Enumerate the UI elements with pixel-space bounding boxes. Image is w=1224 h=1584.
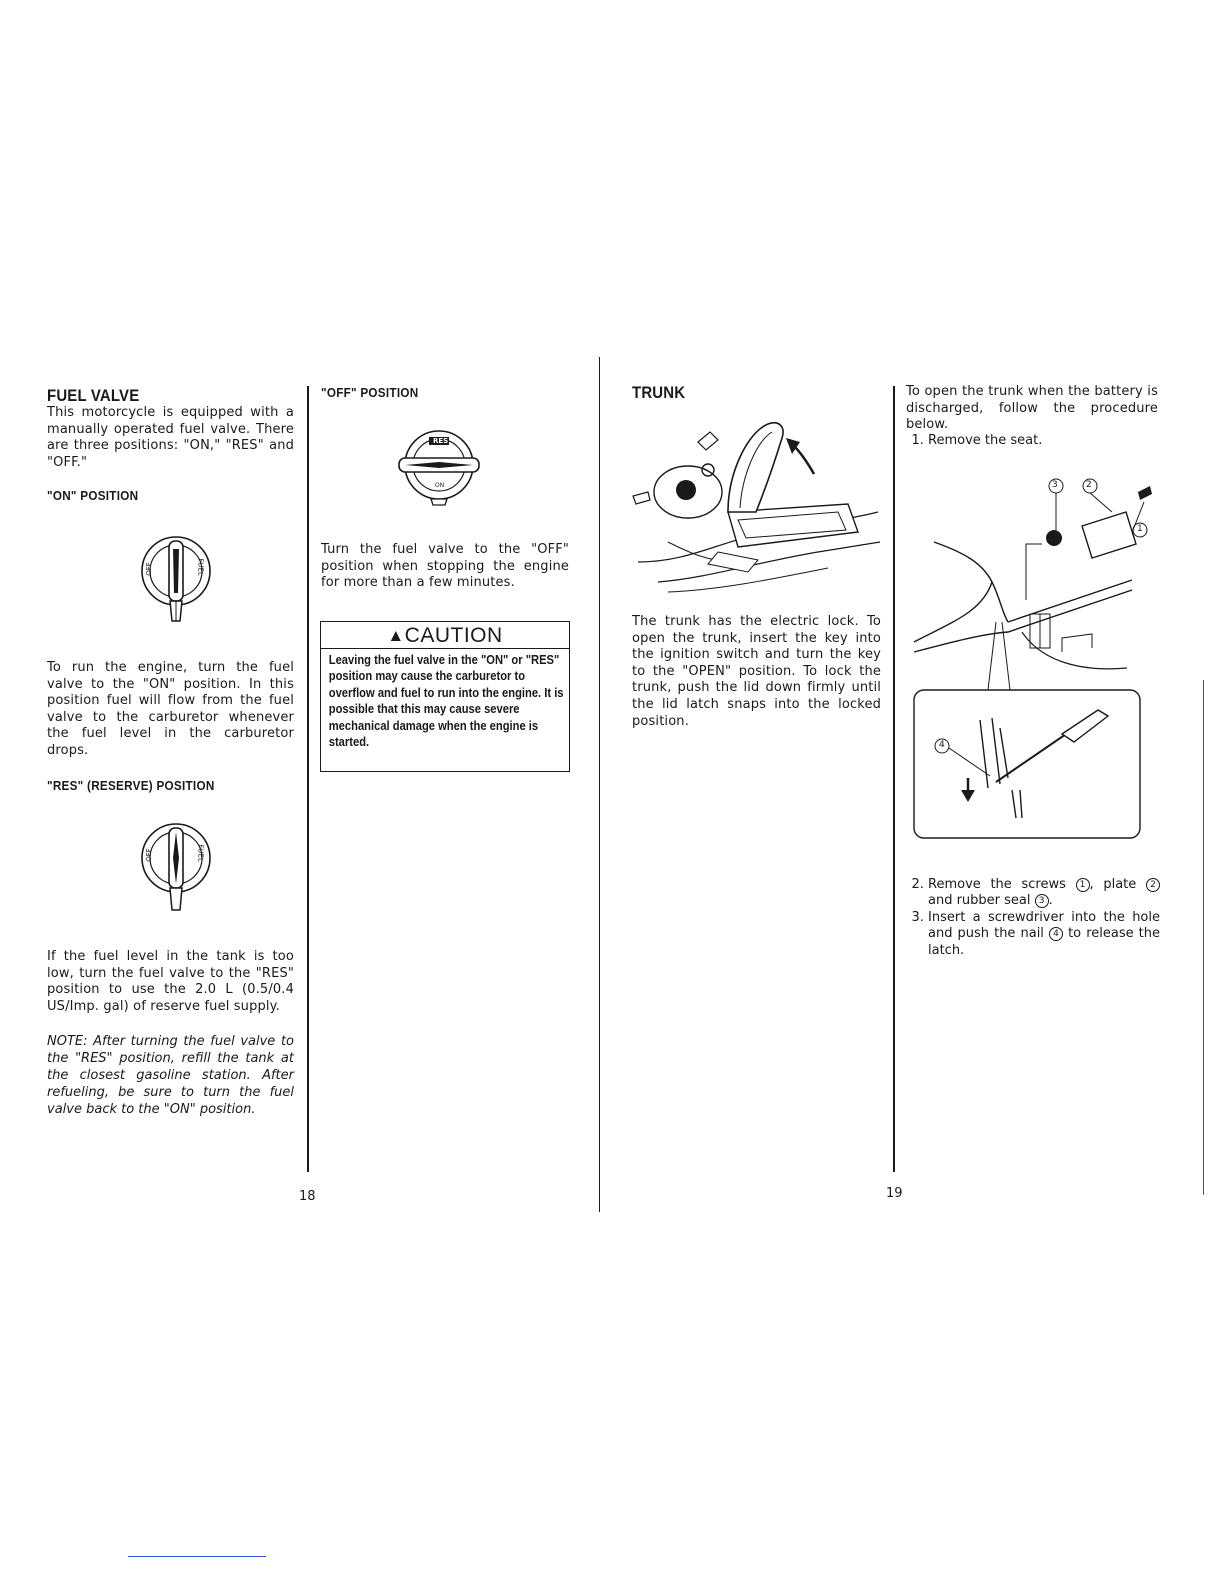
- circled-number-2: 2: [1146, 878, 1160, 892]
- steps-list-1: [906, 433, 1160, 449]
- step-2: 2. Remove the screws 1 , plate 2 and rubber seal 3 .: [928, 877, 1160, 910]
- callout-2-label: 2: [1086, 480, 1092, 490]
- on-position-heading: "ON" POSITION: [47, 488, 139, 503]
- bottom-blue-rule: [128, 1556, 266, 1557]
- page-spine-divider: [599, 357, 600, 1212]
- res-note: NOTE: After turning the fuel valve to the "RES" position, refill the tank at the closest gasoline station. After refueling, be sure to turn the fuel valve back to the "ON" position.: [47, 1034, 294, 1117]
- right-column-divider: [893, 386, 895, 1172]
- step-1: 1. Remove the seat.: [928, 433, 1160, 449]
- callout-4-label: 4: [939, 740, 945, 750]
- fuel-valve-on-illustration: [140, 535, 212, 627]
- circled-number-3: 3: [1035, 894, 1049, 908]
- battery-discharged-intro: To open the trunk when the battery is discharged, follow the procedure below.: [906, 384, 1158, 433]
- scan-edge-line: [1203, 680, 1204, 1195]
- caution-box: [320, 621, 570, 772]
- valve-res-off-label: OFF: [144, 848, 153, 862]
- res-position-text: If the fuel level in the tank is too low, turn the fuel valve to the "RES" position to use the 2.0 L (0.5/0.4 US/Imp. gal) of reserve fuel supply.: [47, 949, 294, 1014]
- valve-on-fuel-label: FUEL: [196, 558, 205, 576]
- valve-off-on-label: ON: [435, 482, 445, 489]
- trunk-latch-illustration: [912, 472, 1160, 842]
- circled-number-4: 4: [1049, 927, 1063, 941]
- steps-list-2: [906, 877, 1160, 959]
- trunk-heading: TRUNK: [632, 383, 686, 402]
- callout-1-label: 1: [1137, 524, 1143, 534]
- caution-text: Leaving the fuel valve in the "ON" or "RES" position may cause the carburetor to overflow and fuel to run into the engine. It is possible that this may cause severe mechanical damage when the engine is started.: [328, 652, 564, 750]
- fuel-valve-heading: FUEL VALVE: [47, 386, 140, 405]
- off-position-heading: "OFF" POSITION: [321, 385, 419, 400]
- trunk-text: The trunk has the electric lock. To open the trunk, insert the key into the ignition switch and turn the key to the "OPEN" position. To lock the trunk, push the lid down firmly until the lid latch snaps into the locked position.: [632, 614, 881, 729]
- valve-on-off-label: OFF: [144, 562, 153, 576]
- valve-res-fuel-label: FUEL: [196, 844, 205, 862]
- circled-number-1: 1: [1076, 878, 1090, 892]
- res-position-heading: "RES" (RESERVE) POSITION: [47, 778, 215, 793]
- step-3: 3. Insert a screwdriver into the hole and push the nail 4 to release the latch.: [928, 910, 1160, 959]
- page-number-right: 19: [886, 1186, 903, 1201]
- fuel-valve-intro: This motorcycle is equipped with a manually operated fuel valve. There are three positions: "ON," "RES" and "OFF.": [47, 405, 294, 470]
- callout-3-label: 3: [1052, 480, 1058, 490]
- off-position-text: Turn the fuel valve to the "OFF" position when stopping the engine for more than a few minutes.: [321, 542, 569, 591]
- left-column-divider: [307, 386, 309, 1172]
- valve-off-res-label: RES: [433, 437, 449, 445]
- on-position-text: To run the engine, turn the fuel valve to the "ON" position. In this position fuel will flow from the fuel valve to the carburetor whenever the fuel level in the carburetor drops.: [47, 660, 294, 758]
- page-number-left: 18: [299, 1189, 316, 1204]
- warning-triangle-icon: ▲: [387, 626, 405, 645]
- trunk-illustration: [628, 412, 884, 600]
- caution-title: ▲CAUTION: [321, 622, 569, 649]
- fuel-valve-res-illustration: [140, 822, 212, 914]
